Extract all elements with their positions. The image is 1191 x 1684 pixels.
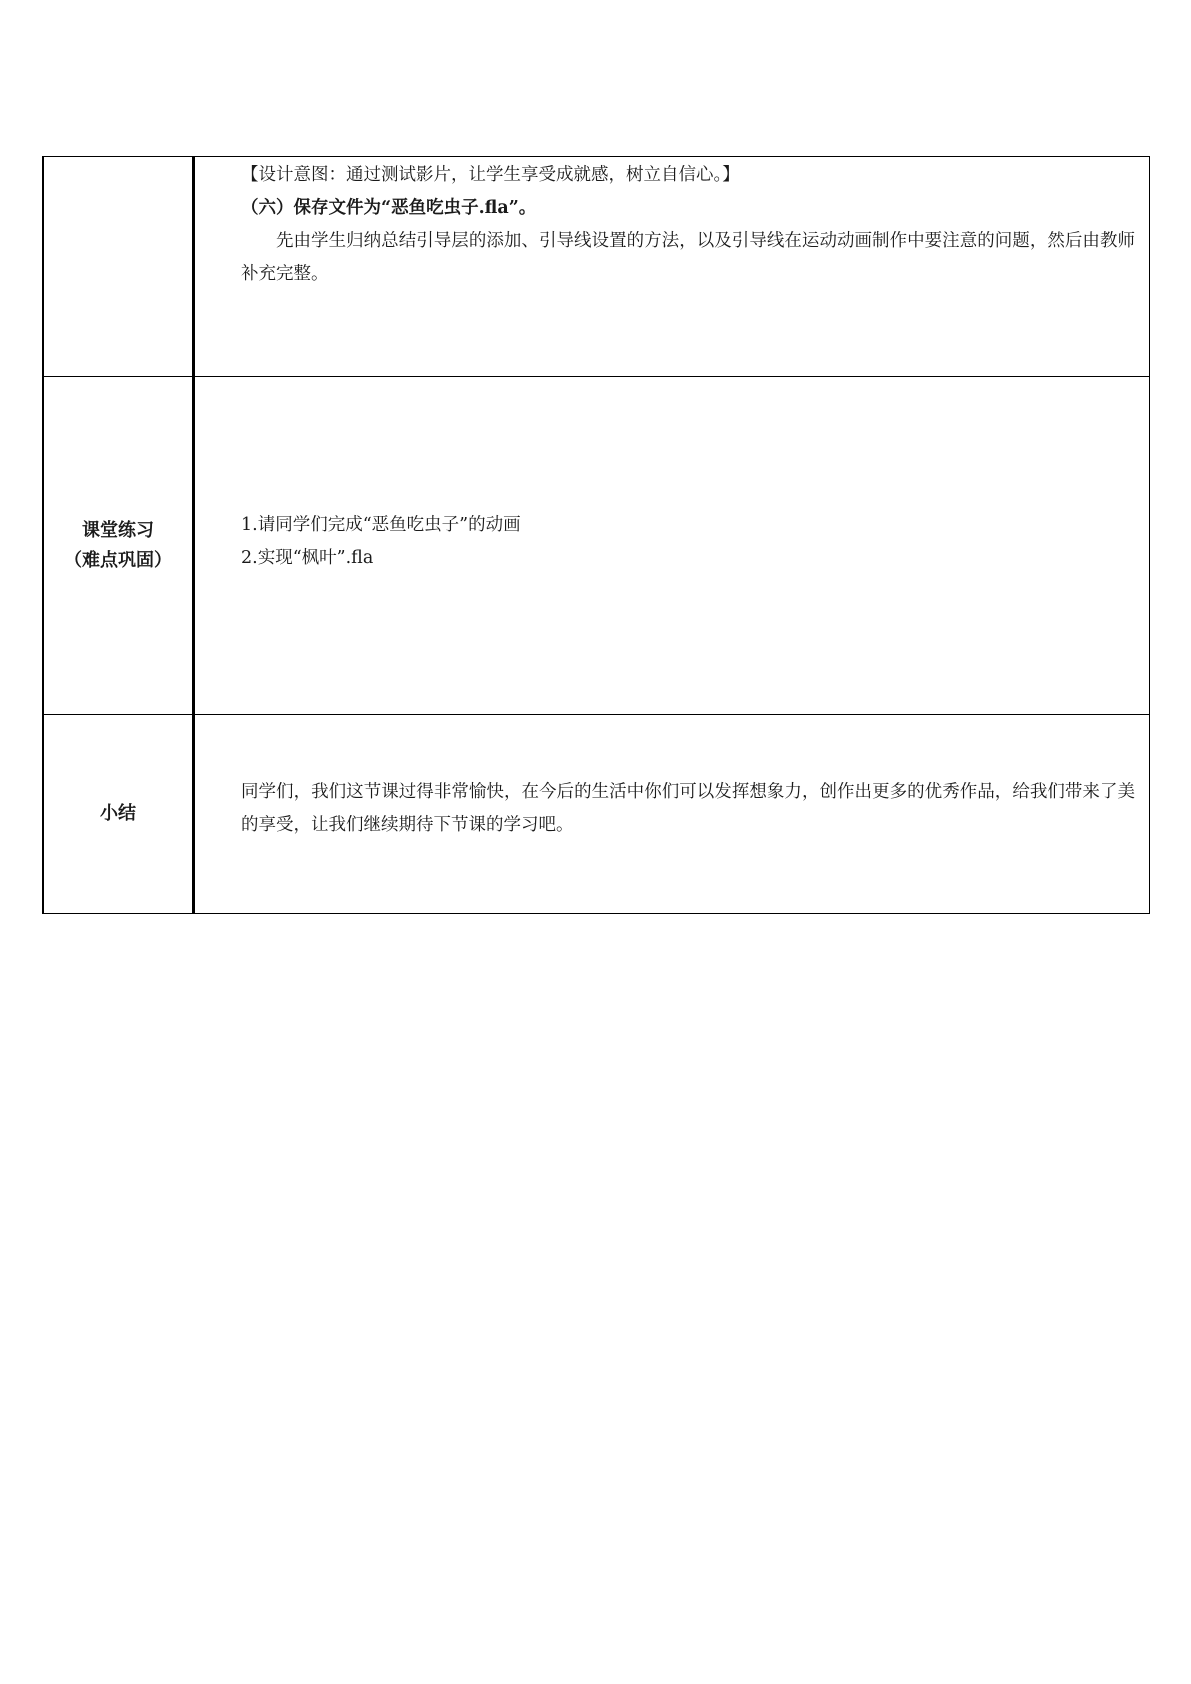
summary-paragraph: 先由学生归纳总结引导层的添加、引导线设置的方法，以及引导线在运动动画制作中要注意的问题，然后由教师补充完整。 (241, 231, 1135, 284)
design-intent-cell (194, 157, 1150, 377)
row-label-empty (43, 157, 194, 377)
table-row-summary (43, 715, 1150, 914)
table-row-design-intent (43, 157, 1150, 377)
row-label-practice-title: 课堂练习 (82, 519, 154, 541)
summary-cell (194, 715, 1150, 914)
design-intent-note: 【设计意图：通过测试影片，让学生享受成就感，树立自信心。】 (241, 165, 740, 185)
summary-text: 同学们，我们这节课过得非常愉快，在今后的生活中你们可以发挥想象力，创作出更多的优秀作品，给我们带来了美的享受，让我们继续期待下节课的学习吧。 (241, 782, 1135, 835)
lesson-table (42, 156, 1150, 914)
table-row-classroom-practice (43, 377, 1150, 715)
row-label-classroom-practice (43, 377, 194, 715)
practice-item-1: 1.请同学们完成“恶鱼吃虫子”的动画 (241, 514, 521, 535)
practice-cell (194, 377, 1150, 715)
practice-item-2: 2.实现“枫叶”.fla (241, 547, 374, 568)
row-label-practice-subtitle: （难点巩固） (64, 549, 172, 571)
step-six-heading: （六）保存文件为“恶鱼吃虫子.fla”。 (241, 198, 537, 218)
row-label-summary: 小结 (43, 715, 194, 914)
